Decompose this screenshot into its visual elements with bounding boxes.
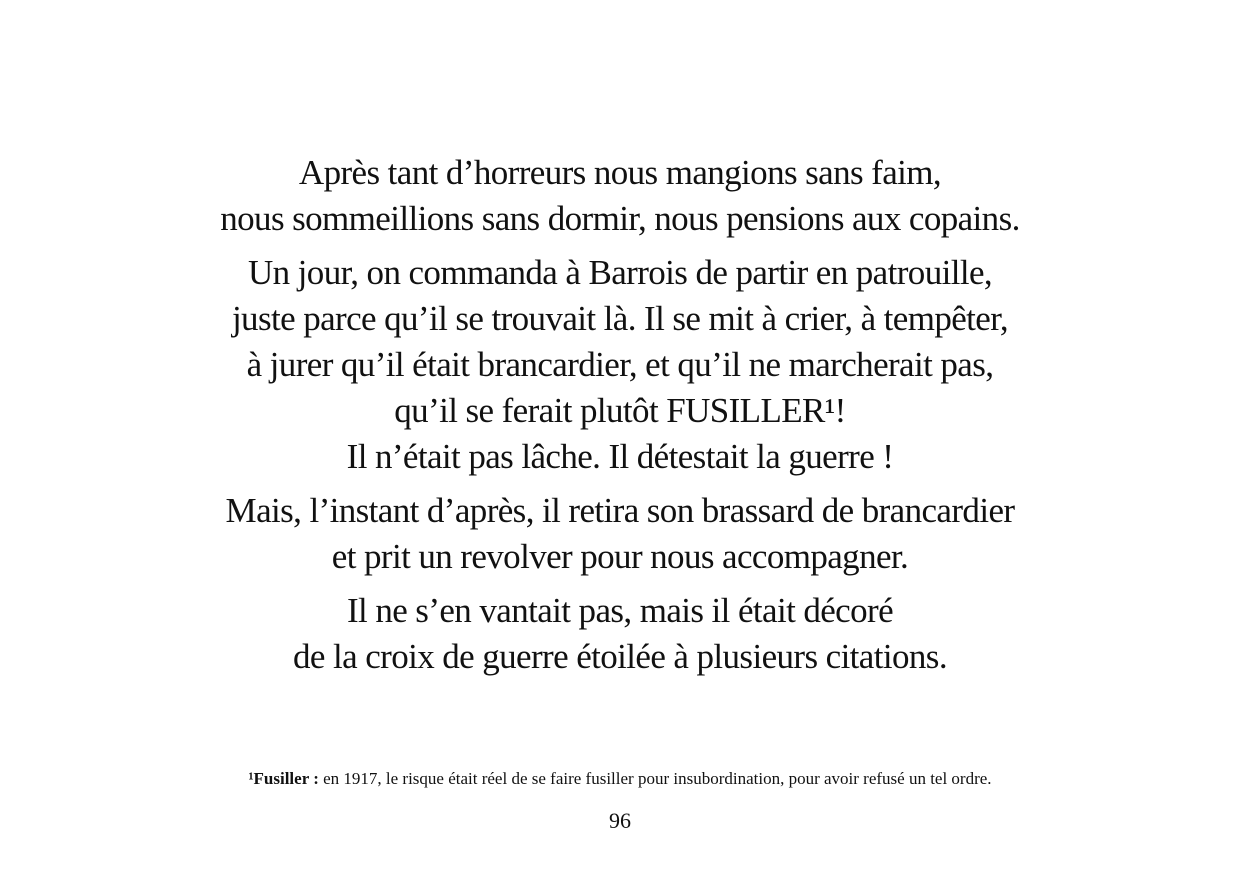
text-line: à jurer qu’il était brancardier, et qu’il ne marcherait pas, [246,345,994,384]
text-line: qu’il se ferait plutôt FUSILLER¹! [394,391,846,430]
text-line: et prit un revolver pour nous accompagner. [331,537,909,576]
footnote-label: ¹Fusiller : [248,769,319,788]
text-line: nous sommeillions sans dormir, nous pensions aux copains. [220,199,1020,238]
narrative-text [0,150,1240,680]
stanza-2 [0,250,1240,480]
page-number: 96 [609,808,631,833]
text-line: juste parce qu’il se trouvait là. Il se mit à crier, à tempêter, [231,299,1009,338]
stanza-1 [0,150,1240,242]
footnote-text: en 1917, le risque était réel de se faire fusiller pour insubordination, pour avoir refusé un tel ordre. [318,769,992,788]
footnote [0,768,1240,790]
text-line: Il n’était pas lâche. Il détestait la guerre ! [346,437,894,476]
stanza-3 [0,488,1240,580]
text-line: Après tant d’horreurs nous mangions sans faim, [298,153,942,192]
text-line: Il ne s’en vantait pas, mais il était décoré [346,591,894,630]
text-line: de la croix de guerre étoilée à plusieurs citations. [293,637,947,676]
text-line: Un jour, on commanda à Barrois de partir en patrouille, [247,253,993,292]
stanza-4 [0,588,1240,680]
text-line: Mais, l’instant d’après, il retira son brassard de brancardier [225,491,1015,530]
